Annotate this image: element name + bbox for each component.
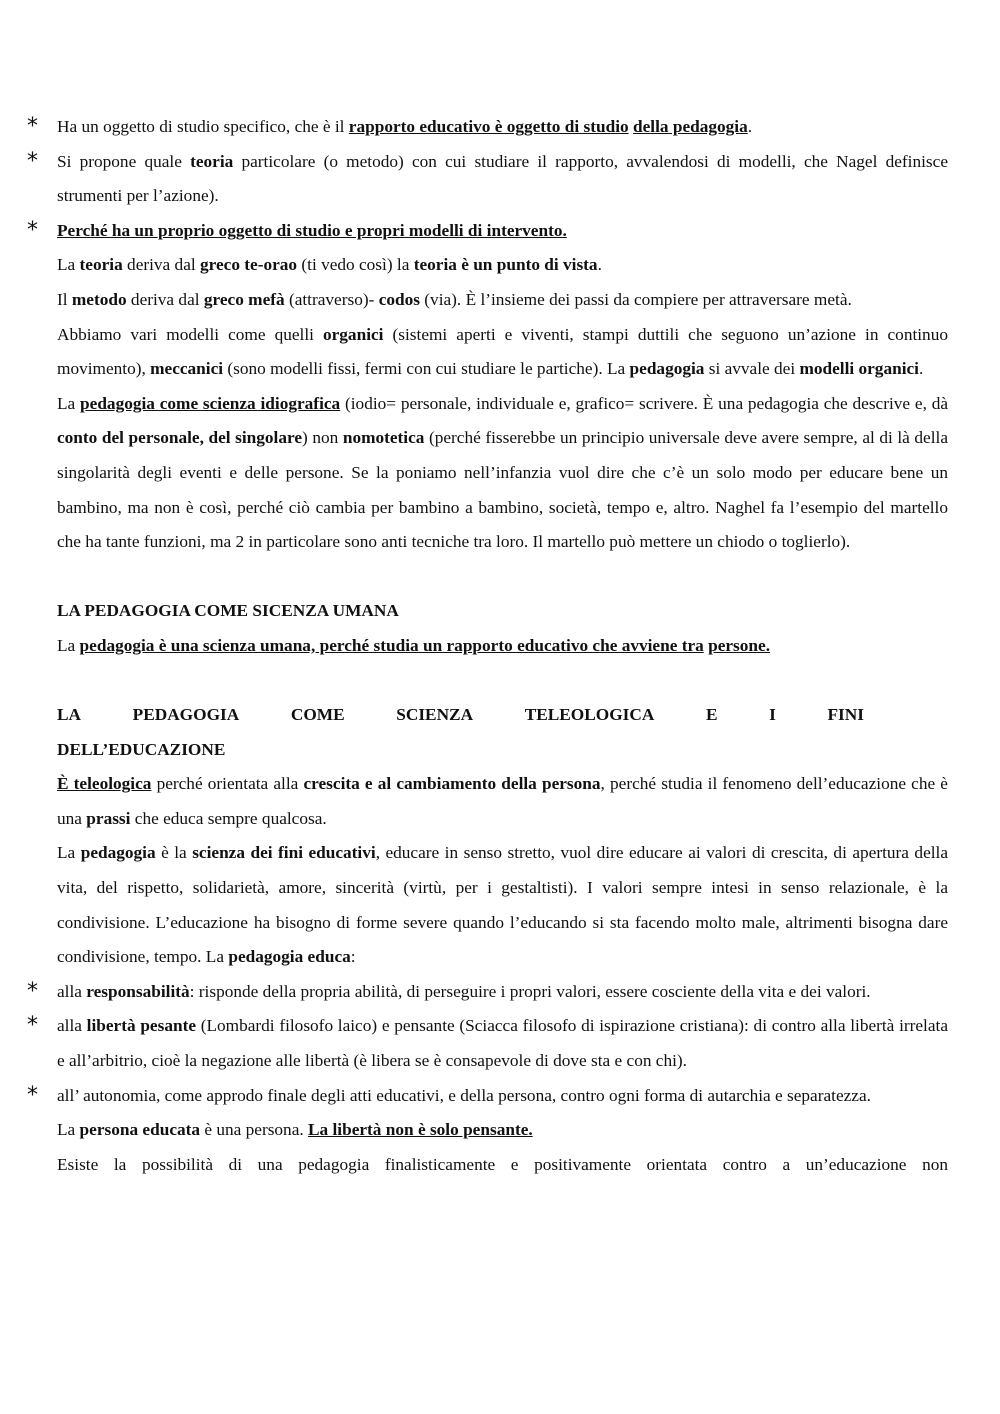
list-item: * alla responsabilità: risponde della propria abilità, di perseguire i propri valori, essere cosciente della vita e dei valori. <box>57 975 948 1010</box>
underlined-phrase: della pedagogia <box>632 117 748 136</box>
underlined-phrase: Perché ha un proprio oggetto di studio e propri modelli di intervento. <box>57 220 567 240</box>
spacer <box>57 560 948 595</box>
asterisk-bullet-icon: * <box>27 217 38 243</box>
list-item: * Si propone quale teoria particolare (o metodo) con cui studiare il rapporto, avvalendosi di modelli, che Nagel definisce strumenti per l’azione). <box>57 145 948 214</box>
spacer <box>57 664 948 699</box>
section-heading-teleologica: LA PEDAGOGIA COME SCIENZA TELEOLOGICA E I FINI <box>57 705 864 725</box>
list-item: * alla libertà pesante (Lombardi filosofo laico) e pensante (Sciacca filosofo di ispirazione cristiana): di contro alla libertà irrelata e all’arbitrio, cioè la negazione alle libertà (è libera se è consapevole di dove sta e con chi). <box>57 1009 948 1078</box>
section-heading-umana: LA PEDAGOGIA COME SICENZA UMANA <box>57 601 399 621</box>
list-item <box>27 214 948 249</box>
paragraph-modelli: Abbiamo vari modelli come quelli organici (sistemi aperti e viventi, stampi duttili che seguono un’azione in continuo movimento), meccanici (sono modelli fissi, fermi con cui studiare le partiche). La pedagogia si avvale dei modelli organici. <box>57 324 948 379</box>
paragraph-teoria: La teoria deriva dal greco te-orao (ti vedo così) la teoria è un punto di vista. <box>57 255 602 275</box>
section-heading-teleologica-line2: DELL’EDUCAZIONE <box>57 739 226 759</box>
paragraph-fini: La pedagogia è la scienza dei fini educativi, educare in senso stretto, vuol dire educare ai valori di crescita, di apertura della vita, del rispetto, solidarietà, amore, sincerità (virtù, per i gestaltisti). I valori sempre intesi in senso relazionale, è la condivisione. L’educazione ha bisogno di forme severe quando l’educando si sta facendo molto male, altrimenti bisogna dare condivisione, tempo. La pedagogia educa: <box>57 843 949 967</box>
underlined-phrase: rapporto educativo è oggetto di studio <box>348 117 629 136</box>
paragraph-umana: La pedagogia è una scienza umana, perché studia un rapporto educativo che avviene tra persone. <box>57 635 771 655</box>
list-item: * all’ autonomia, come approdo finale degli atti educativi, e della persona, contro ogni forma di autarchia e separatezza. <box>57 1079 948 1114</box>
asterisk-bullet-icon: * <box>27 148 38 174</box>
paragraph-teleologica: È teleologica perché orientata alla crescita e al cambiamento della persona, perché studia il fenomeno dell’educazione che è una prassi che educa sempre qualcosa. <box>57 774 948 828</box>
list-item: * Ha un oggetto di studio specifico, che è il rapporto educativo è oggetto di studio della pedagogia. <box>57 110 948 145</box>
asterisk-bullet-icon: * <box>27 978 38 1004</box>
paragraph-idiografica: La pedagogia come scienza idiografica (iodio= personale, individuale e, grafico= scrivere. È una pedagogia che descrive e, dà conto del personale, del singolare) non nomotetica (perché fisserebbe un principio universale deve avere sempre, al di là della singolarità degli eventi e delle persone. Se la poniamo nell’infanzia vuol dire che c’è un solo modo per educare bene un bambino, ma non è così, perché ciò cambia per bambino a bambino, società, tempo e, altro. Naghel fa l’esempio del martello che ha tante funzioni, ma 2 in particolare sono anti tecniche tra loro. Il martello può mettere un chiodo o toglierlo). <box>57 393 949 552</box>
asterisk-bullet-icon: * <box>27 1013 38 1039</box>
paragraph-persona: La persona educata è una persona. La libertà non è solo pensante. <box>57 1120 533 1140</box>
asterisk-bullet-icon: * <box>27 1082 38 1108</box>
asterisk-bullet-icon: * <box>27 114 38 139</box>
paragraph-metodo: Il metodo deriva dal greco mefà (attraverso)- codos (via). È l’insieme dei passi da compiere per attraversare metà. <box>57 289 852 309</box>
bold-term: teoria <box>190 151 234 171</box>
paragraph-ultimo: Esiste la possibilità di una pedagogia finalisticamente e positivamente orientata contro a un’educazione non <box>57 1154 948 1174</box>
text: Ha un oggetto di studio specifico, che è il <box>57 117 349 136</box>
